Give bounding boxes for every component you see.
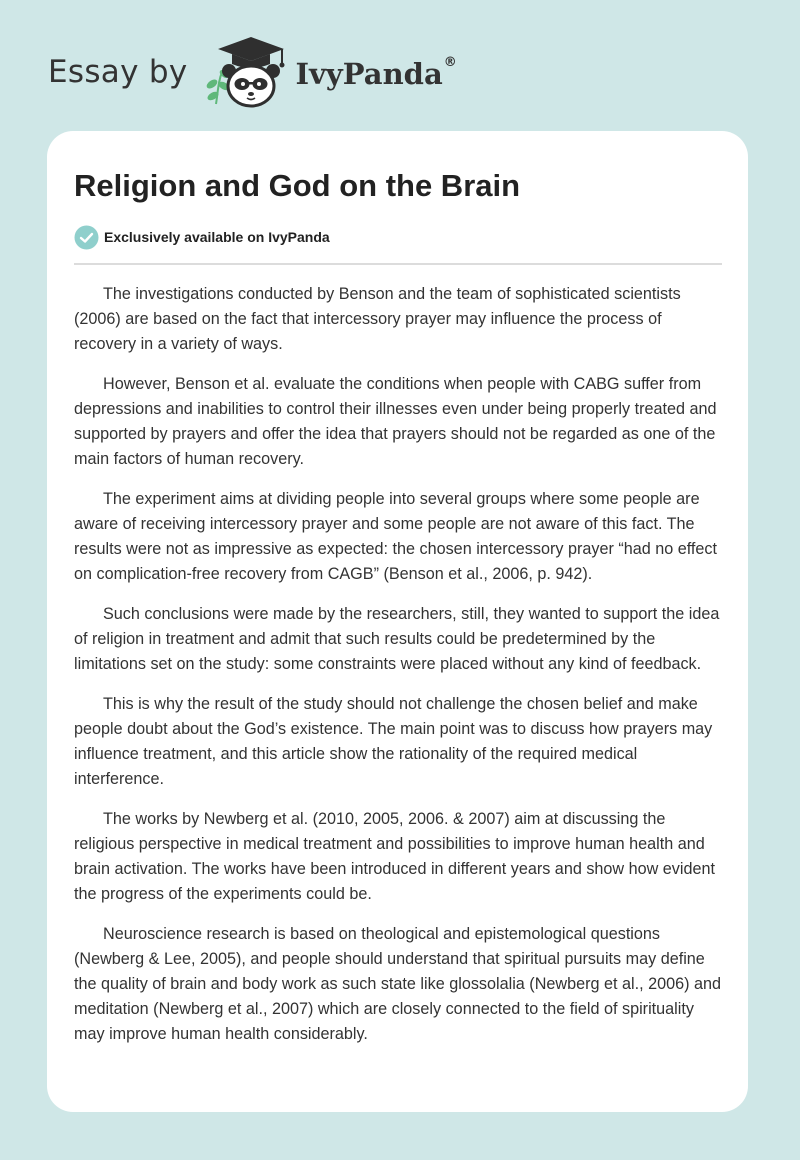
exclusive-label: Exclusively available on IvyPanda [104,229,330,245]
paragraph: Such conclusions were made by the researchers, still, they wanted to support the idea of religion in treatment and admit that such results could be predetermined by the limitations set on the study: some constraints were placed without any kind of feedback. [74,605,720,673]
panda-graduate-icon [202,34,294,110]
registered-mark: ® [443,55,457,70]
paragraph: This is why the result of the study should not challenge the chosen belief and make people doubt about the God’s existence. The main point was to discuss how prayers may influence treatment, and this article show the rationality of the required medical interference. [74,695,713,788]
essay-body [74,282,722,1047]
paragraph: The works by Newberg et al. (2010, 2005, 2006. & 2007) aim at discussing the religious perspective in medical treatment and possibilities to improve human health and brain activation. The works have been introduced in different years and show how evident the progress of the experiments could be. [74,810,715,903]
essay-by-label: Essay by [48,54,188,90]
check-badge-icon [74,225,99,250]
paragraph: The experiment aims at dividing people into several groups where some people are aware of receiving intercessory prayer and some people are not aware of this fact. The results were not as impressive as expected: the chosen intercessory prayer “had no effect on complication-free recovery from CAGB” (Benson et al., 2006, p. 942). [74,490,718,583]
essay-card [47,131,748,1112]
paragraph: However, Benson et al. evaluate the conditions when people with CABG suffer from depressions and inabilities to control their illnesses even under being properly treated and supported by prayers and offer the idea that prayers should not be regarded as one of the main factors of human recovery. [74,375,717,468]
brand-name-text: IvyPanda [295,57,443,91]
title-divider [74,263,722,265]
exclusive-notice [74,223,722,251]
paragraph: The investigations conducted by Benson and the team of sophisticated scientists (2006) are based on the fact that intercessory prayer may influence the process of recovery in a variety of ways. [74,285,681,353]
site-header-brand[interactable] [48,34,457,110]
paragraph: Neuroscience research is based on theological and epistemological questions (Newberg & Lee, 2005), and people should understand that spiritual pursuits may define the quality of brain and body work as such state like glossolalia (Newberg et al., 2006) and meditation (Newberg et al., 2007) which are closely connected to the field of spirituality may improve human health considerably. [74,925,721,1043]
brand-name [296,57,457,91]
page-title: Religion and God on the Brain [74,168,521,203]
